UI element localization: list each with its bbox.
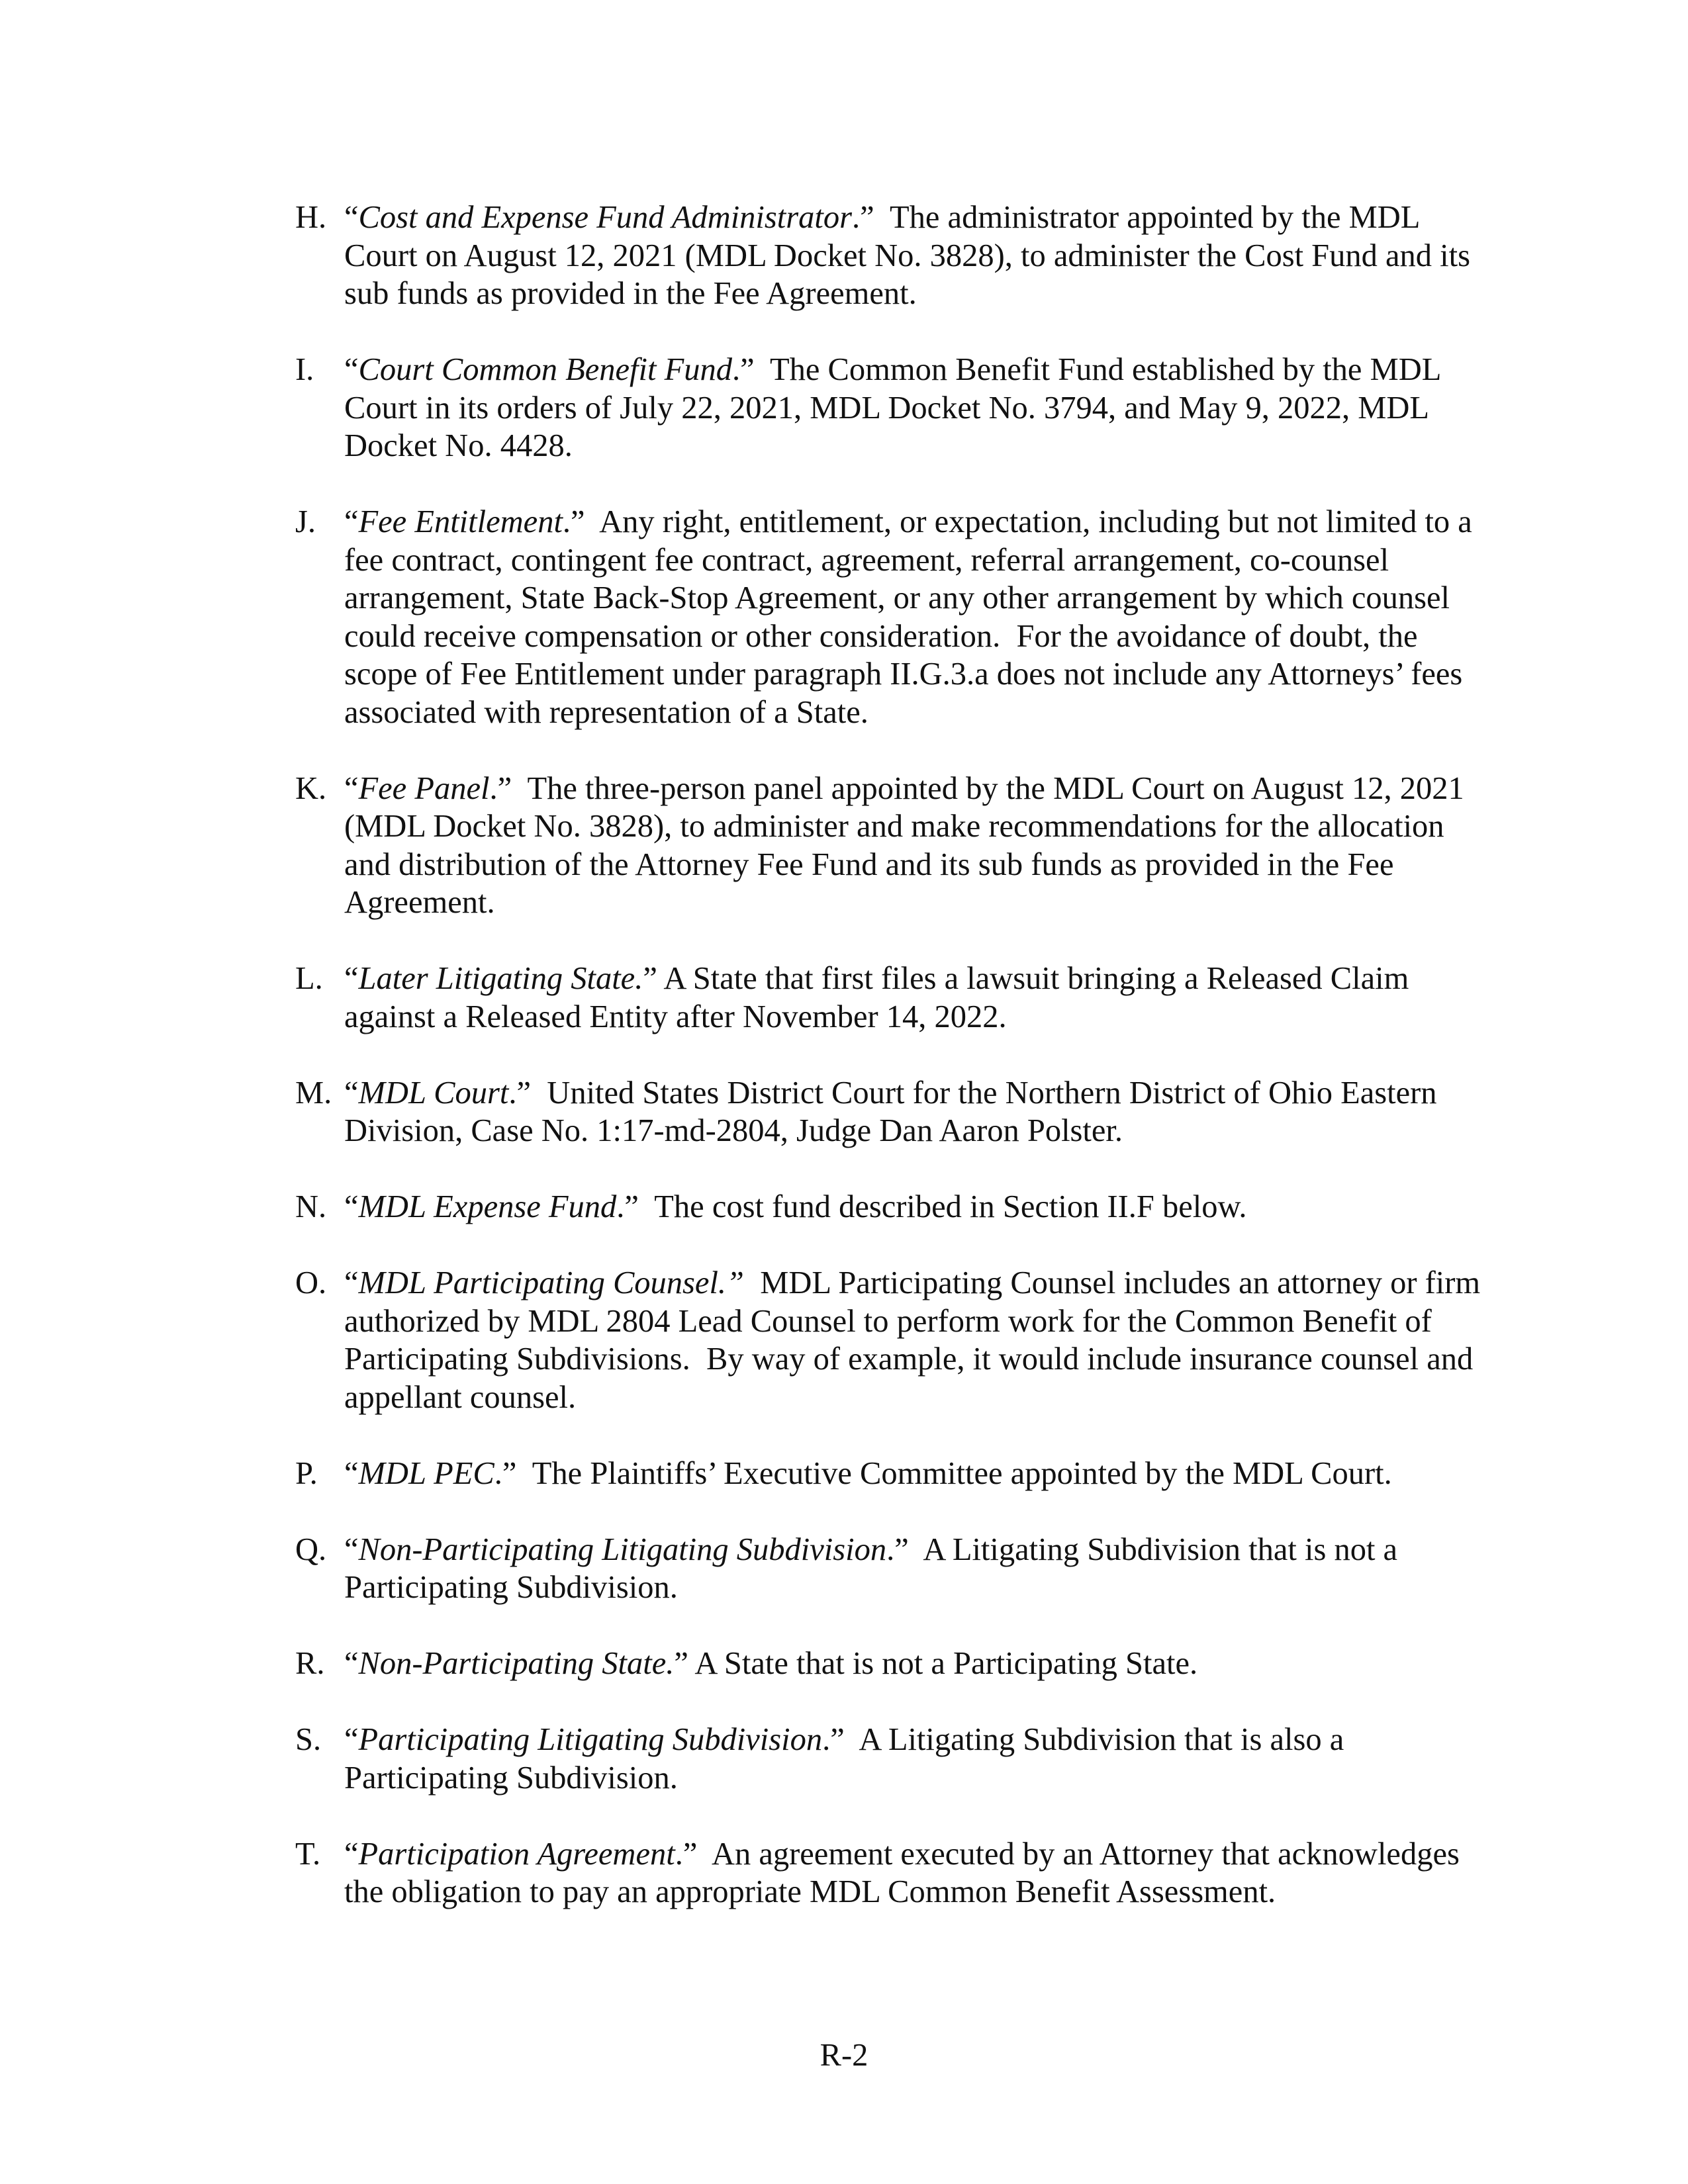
- definition-letter: M.: [295, 1075, 332, 1111]
- close-quote: .”: [731, 352, 755, 387]
- definition-item: [295, 199, 1487, 313]
- open-quote: “: [344, 1455, 359, 1491]
- definition-body: United States District Court for the Northern District of Ohio Eastern Division, Case No. 1:17-md-2804, Judge Dan Aaron Polster.: [344, 1075, 1445, 1148]
- definition-term: MDL Participating Counsel.”: [358, 1265, 745, 1300]
- definition-term: Participating Litigating Subdivision: [358, 1722, 823, 1757]
- definition-body: The three-person panel appointed by the MDL Court on August 12, 2021 (MDL Docket No. 3828), to administer and make recommendations for the allocation and distribution of the Attorney Fee Fund and its sub funds as provided in the Fee Agreement.: [344, 770, 1472, 920]
- definition-term: Fee Entitlement: [358, 504, 563, 539]
- definitions-list: [295, 199, 1487, 1949]
- definition-item: [295, 1645, 1487, 1683]
- definition-term: MDL Court: [358, 1075, 509, 1111]
- close-quote: .”: [562, 504, 585, 539]
- definition-term: Non-Participating Litigating Subdivision: [358, 1531, 887, 1567]
- close-quote: .”: [508, 1075, 532, 1111]
- definition-item: [295, 1721, 1487, 1797]
- definition-item: [295, 503, 1487, 731]
- open-quote: “: [344, 1836, 359, 1872]
- definition-body: A State that is not a Participating State.: [688, 1646, 1198, 1681]
- definition-term: Participation Agreement: [358, 1836, 675, 1872]
- definition-term: Cost and Expense Fund Administrator: [358, 200, 852, 235]
- definition-letter: P.: [295, 1455, 318, 1491]
- definition-item: [295, 1531, 1487, 1607]
- definition-term: Later Litigating State.: [358, 961, 643, 996]
- close-quote: .”: [489, 770, 512, 806]
- definition-letter: N.: [295, 1189, 327, 1224]
- definition-item: [295, 1188, 1487, 1226]
- close-quote: .”: [886, 1531, 909, 1567]
- definition-letter: T.: [295, 1836, 321, 1872]
- definition-term: Non-Participating State.: [358, 1646, 675, 1681]
- open-quote: “: [344, 1646, 359, 1681]
- open-quote: “: [344, 770, 359, 806]
- open-quote: “: [344, 1075, 359, 1111]
- open-quote: “: [344, 1531, 359, 1567]
- open-quote: “: [344, 1265, 359, 1300]
- open-quote: “: [344, 504, 359, 539]
- definition-term: MDL Expense Fund: [358, 1189, 617, 1224]
- close-quote: .”: [822, 1722, 845, 1757]
- close-quote: .”: [851, 200, 874, 235]
- definition-letter: K.: [295, 770, 327, 806]
- open-quote: “: [344, 1189, 359, 1224]
- page-number: R-2: [820, 2038, 868, 2073]
- definition-letter: I.: [295, 352, 314, 387]
- close-quote: ”: [674, 1646, 688, 1681]
- definition-letter: O.: [295, 1265, 327, 1300]
- definition-letter: L.: [295, 961, 323, 996]
- definition-item: [295, 770, 1487, 922]
- definition-term: Fee Panel: [358, 770, 490, 806]
- definition-body: The Common Benefit Fund established by the MDL Court in its orders of July 22, 2021, MDL Docket No. 3794, and May 9, 2022, MDL Docket No. 4428.: [344, 352, 1448, 463]
- open-quote: “: [344, 961, 359, 996]
- definition-body: MDL Participating Counsel includes an attorney or firm authorized by MDL 2804 Lead Counsel to perform work for the Common Benefit of Participating Subdivisions. By way of example, it would include insurance counsel and appellant counsel.: [344, 1265, 1489, 1415]
- definition-term: Court Common Benefit Fund: [358, 352, 732, 387]
- definition-letter: Q.: [295, 1531, 327, 1567]
- definition-body: A State that first files a lawsuit bringing a Released Claim against a Released Entity after November 14, 2022.: [344, 961, 1417, 1034]
- definition-body: An agreement executed by an Attorney that acknowledges the obligation to pay an appropriate MDL Common Benefit Assessment.: [344, 1836, 1468, 1909]
- definition-item: [295, 1074, 1487, 1150]
- definition-item: [295, 1455, 1487, 1493]
- definition-item: [295, 1835, 1487, 1911]
- definition-letter: J.: [295, 504, 316, 539]
- open-quote: “: [344, 352, 359, 387]
- definition-item: [295, 1264, 1487, 1416]
- definition-item: [295, 351, 1487, 465]
- close-quote: .”: [616, 1189, 639, 1224]
- definition-body: Any right, entitlement, or expectation, including but not limited to a fee contract, contingent fee contract, agreement, referral arrangement, co-counsel arrangement, State Back-Stop Agreement, or any other arrangement by which counsel could receive compensation or other consideration. For the avoidance of doubt, the scope of Fee Entitlement under paragraph II.G.3.a does not include any Attorneys’ fees associated with representation of a State.: [344, 504, 1480, 730]
- definition-body: The Plaintiffs’ Executive Committee appointed by the MDL Court.: [516, 1455, 1392, 1491]
- close-quote: .”: [675, 1836, 698, 1872]
- definition-letter: R.: [295, 1646, 325, 1681]
- definition-body: A Litigating Subdivision that is not a Participating Subdivision.: [344, 1531, 1406, 1605]
- definition-item: [295, 960, 1487, 1036]
- definition-term: MDL PEC: [358, 1455, 494, 1491]
- close-quote: .”: [494, 1455, 517, 1491]
- definition-body: The cost fund described in Section II.F below.: [638, 1189, 1247, 1224]
- definition-letter: S.: [295, 1722, 322, 1757]
- definition-body: The administrator appointed by the MDL Court on August 12, 2021 (MDL Docket No. 3828), to administer the Cost Fund and its sub funds as provided in the Fee Agreement.: [344, 200, 1479, 311]
- definition-letter: H.: [295, 200, 327, 235]
- definition-body: A Litigating Subdivision that is also a Participating Subdivision.: [344, 1722, 1352, 1796]
- open-quote: “: [344, 1722, 359, 1757]
- close-quote: ”: [643, 961, 657, 996]
- open-quote: “: [344, 200, 359, 235]
